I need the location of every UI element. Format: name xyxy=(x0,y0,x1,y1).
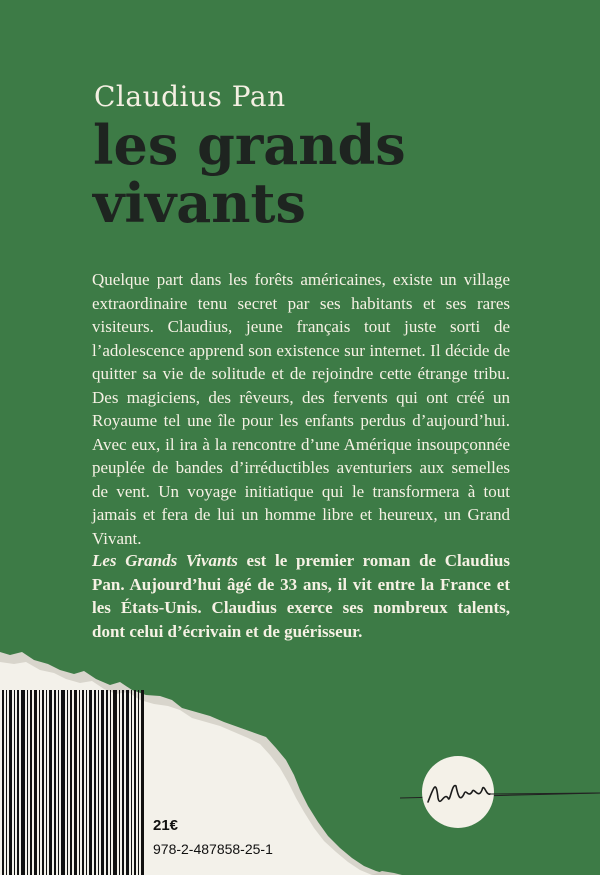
publisher-logo xyxy=(400,752,600,842)
bio-text: est le premier roman de Claudius Pan. Aujourd’hui âgé de 33 ans, il vit entre la France et les États-Unis. Claudius exerce ses nombreux talents, dont celui d’écrivain et de guérisseur. xyxy=(92,551,510,641)
title-line-1: les grands xyxy=(93,113,406,177)
bio-book-title: Les Grands Vivants xyxy=(92,551,238,570)
price-label: 21€ xyxy=(153,817,179,834)
isbn-number: 978-2-487858-25-1 xyxy=(153,841,273,857)
author-name: Claudius Pan xyxy=(94,80,286,113)
title-line-2: vivants xyxy=(93,171,306,235)
synopsis-text: Quelque part dans les forêts américaines, existe un village extraordinaire tenu secret par ses habitants et ses rares visiteurs. Claudius, jeune français tout juste sorti de l’adolescence apprend son existence sur internet. Il décide de quitter sa vie de solitude et de rejoindre cette étrange tribu. Des magiciens, des rêveurs, des fervents qui ont créé un Royaume tel une île pour les enfants perdus d’aujourd’hui. Avec eux, il ira à la rencontre d’une Amérique insoupçonnée peuplée de bandes d’irréductibles aventuriers aux semelles de vent. Un voyage initiatique qui le transformera à tout jamais et fera de lui un homme libre et heureux, un Grand Vivant. xyxy=(92,270,510,548)
barcode xyxy=(0,690,150,875)
